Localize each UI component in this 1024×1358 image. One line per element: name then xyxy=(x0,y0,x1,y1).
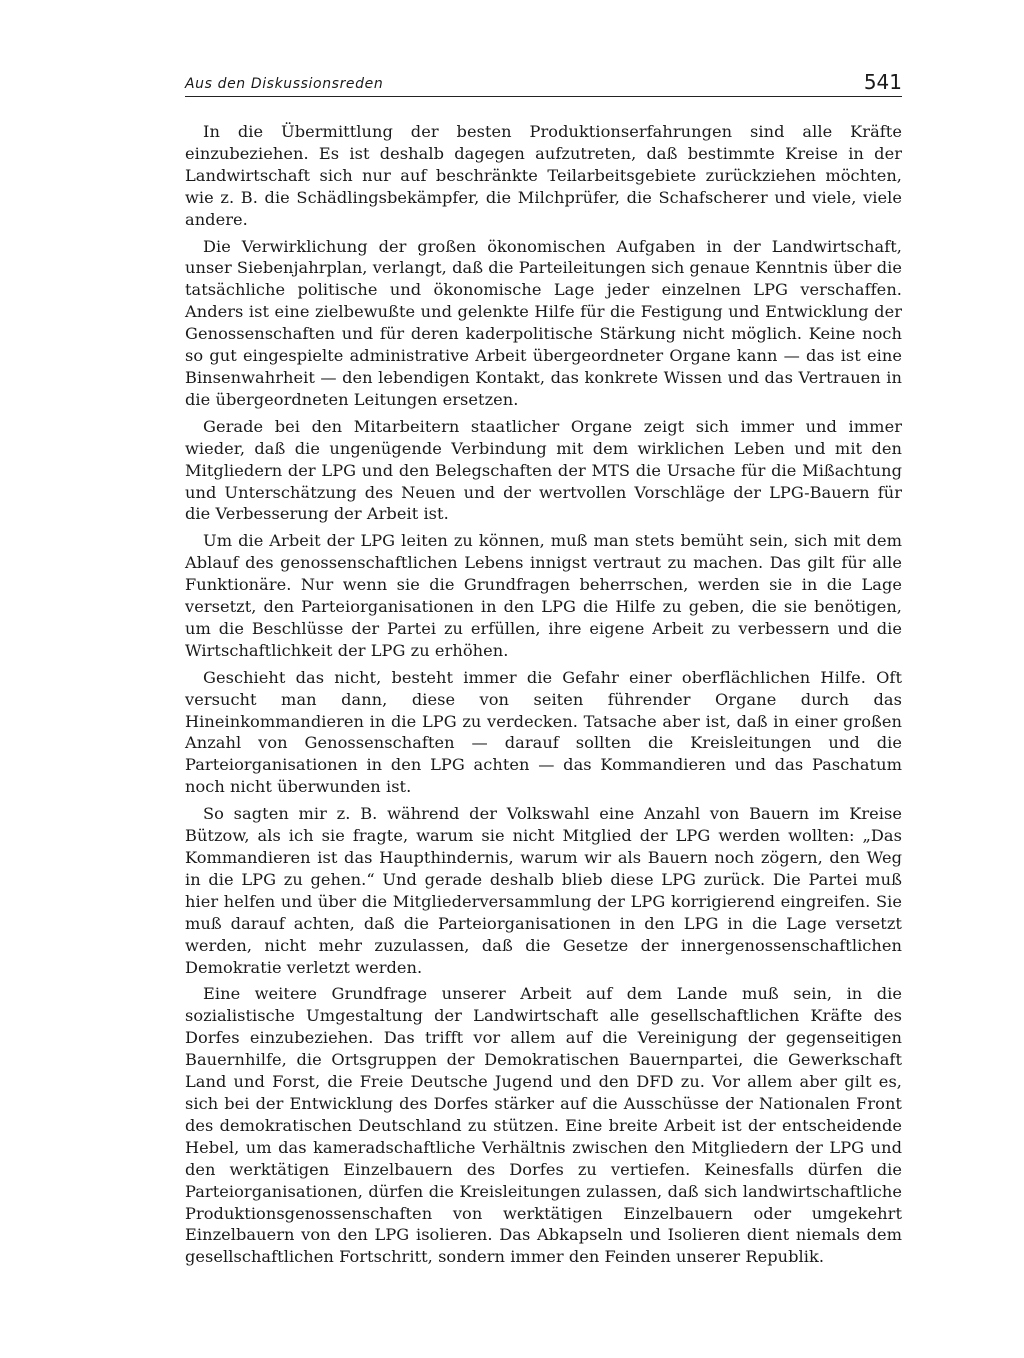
running-header xyxy=(185,72,902,97)
body-text xyxy=(185,121,902,1268)
running-header-title: Aus den Diskussionsreden xyxy=(185,76,384,92)
paragraph: In die Übermittlung der besten Produktionserfahrungen sind alle Kräfte einzubeziehen. Es ist deshalb dagegen aufzutreten, daß bestimmte Kreise in der Landwirtschaft sich nur auf beschränkte Teilarbeitsgebiete zurückziehen möchten, wie z. B. die Schädlingsbekämpfer, die Milchprüfer, die Schafscherer und viele, viele andere. xyxy=(185,122,902,229)
paragraph: Geschieht das nicht, besteht immer die Gefahr einer oberflächlichen Hilfe. Oft versucht man dann, diese von seiten führender Organe durch das Hineinkommandieren in die LPG zu verdecken. Tatsache aber ist, daß in einer großen Anzahl von Genossenschaften — darauf sollten die Kreisleitungen und die Parteiorganisationen in den LPG achten — das Kommandieren und das Paschatum noch nicht überwunden ist. xyxy=(185,667,902,797)
paragraph: So sagten mir z. B. während der Volkswahl eine Anzahl von Bauern im Kreise Bützow, als ich sie fragte, warum sie nicht Mitglied der LPG werden wollten: „Das Kommandieren ist das Haupthindernis, warum wir als Bauern noch zögern, den Weg in die LPG zu gehen.“ Und gerade deshalb blieb diese LPG zurück. Die Partei muß hier helfen und über die Mitgliederversammlung der LPG korrigierend eingreifen. Sie muß darauf achten, daß die Parteiorganisationen in den LPG in die Lage versetzt werden, nicht mehr zuzulassen, daß die Gesetze der innergenossenschaftlichen Demokratie verletzt werden. xyxy=(185,804,902,977)
paragraph: Gerade bei den Mitarbeitern staatlicher Organe zeigt sich immer und immer wieder, daß die ungenügende Verbindung mit dem wirklichen Leben und mit den Mitgliedern der LPG und den Belegschaften der MTS die Ursache für die Mißachtung und Unterschätzung des Neuen und der wertvollen Vorschläge der LPG-Bauern für die Verbesserung der Arbeit ist. xyxy=(185,416,902,524)
page-number: 541 xyxy=(863,70,902,94)
paragraph: Eine weitere Grundfrage unserer Arbeit auf dem Lande muß sein, in die sozialistische Umgestaltung der Landwirtschaft alle gesellschaftlichen Kräfte des Dorfes einzubeziehen. Das trifft vor allem auf die Vereinigung der gegenseitigen Bauernhilfe, die Ortsgruppen der Demokratischen Bauernpartei, die Gewerkschaft Land und Forst, die Freie Deutsche Jugend und den DFD zu. Vor allem aber gilt es, sich bei der Entwicklung des Dorfes stärker auf die Ausschüsse der Nationalen Front des demokratischen Deutschland zu stützen. Eine breite Arbeit ist der entscheidende Hebel, um das kameradschaftliche Verhältnis zwischen den Mitgliedern der LPG und den werktätigen Einzelbauern des Dorfes zu vertiefen. Keinesfalls dürfen die Parteiorganisationen, dürfen die Kreisleitungen zulassen, daß sich landwirtschaftliche Produktionsgenossenschaften von werktätigen Einzelbauern oder umgekehrt Einzelbauern von den LPG isolieren. Das Abkapseln und Isolieren dient niemals dem gesellschaftlichen Fortschritt, sondern immer den Feinden unserer Republik. xyxy=(185,984,902,1267)
paragraph: Die Verwirklichung der großen ökonomischen Aufgaben in der Landwirtschaft, unser Siebenjahrplan, verlangt, daß die Parteileitungen sich genaue Kenntnis über die tatsächliche politische und ökonomische Lage jeder einzelnen LPG verschaffen. Anders ist eine zielbewußte und gelenkte Hilfe für die Festigung und Entwicklung der Genossenschaften und für deren kaderpolitische Stärkung nicht möglich. Keine noch so gut eingespielte administrative Arbeit übergeordneter Organe kann — das ist eine Binsenwahrheit — den lebendigen Kontakt, das konkrete Wissen und das Vertrauen in die übergeordneten Leitungen ersetzen. xyxy=(185,236,902,409)
book-page xyxy=(185,72,902,1273)
paragraph: Um die Arbeit der LPG leiten zu können, muß man stets bemüht sein, sich mit dem Ablauf des genossenschaftlichen Lebens innigst vertraut zu machen. Das gilt für alle Funktionäre. Nur wenn sie die Grundfragen beherrschen, werden sie in die Lage versetzt, den Parteiorganisationen in den LPG die Hilfe zu geben, die sie benötigen, um die Beschlüsse der Partei zu erfüllen, ihre eigene Arbeit zu verbessern und die Wirtschaftlichkeit der LPG zu erhöhen. xyxy=(185,531,902,660)
